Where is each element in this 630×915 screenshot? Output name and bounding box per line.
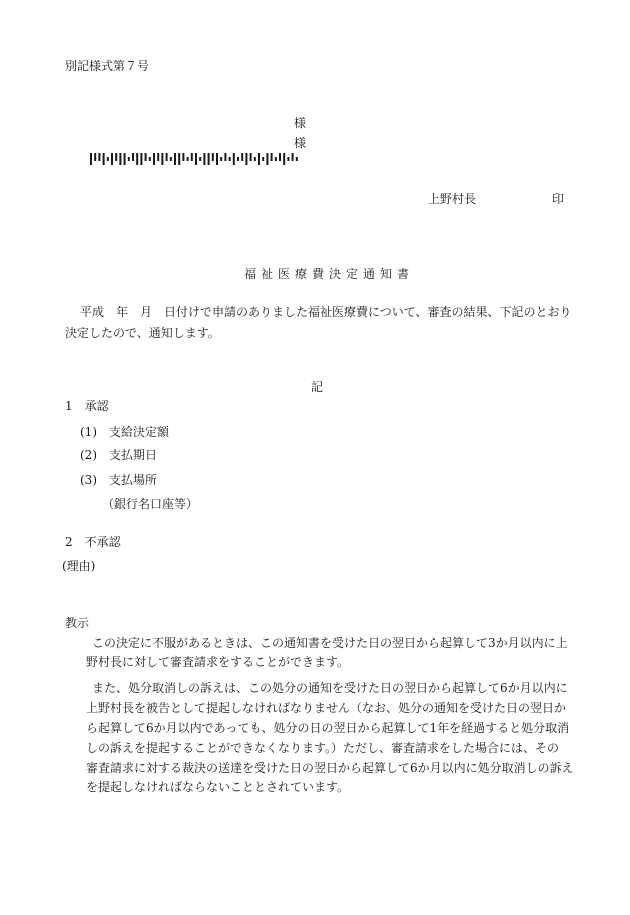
item-label: 支給決定額 xyxy=(109,425,170,439)
form-number: 別記様式第７号 xyxy=(65,59,150,73)
section-1-number: 1 xyxy=(65,399,73,413)
notice-line: ら起算して6か月以内であっても、処分の日の翌日から起算して1年を経過すると処分取消 xyxy=(86,721,570,735)
notice-line: 審査請求に対する裁決の送達を受けた日の翌日から起算して6か月以内に処分取消しの訴え xyxy=(86,761,574,775)
notice-line: 上野村長を被告として提起しなければなりません（なお、処分の通知を受けた日の翌日か xyxy=(86,701,567,715)
bank-account-note: （銀行名口座等） xyxy=(102,497,199,511)
item-payment-amount xyxy=(80,426,169,438)
issuer-name: 上野村長 xyxy=(428,192,477,206)
notice-line: を提起しなければならないこととされています。 xyxy=(86,780,350,794)
item-payment-place xyxy=(80,474,157,486)
section-2-heading xyxy=(65,536,121,548)
item-payment-date xyxy=(80,449,157,461)
notice-line: この決定に不服があるときは、この通知書を受けた日の翌日から起算して3か月以内に上 xyxy=(92,636,568,650)
intro-line-2: 決定したので、通知します。 xyxy=(65,326,220,340)
reason-label: (理由) xyxy=(62,559,96,573)
item-label: 支払期日 xyxy=(109,448,158,462)
notice-line: しの訴えを提起することができなくなります。）ただし、審査請求をした場合には、その xyxy=(86,741,560,755)
seal-mark: 印 xyxy=(552,192,565,206)
notice-line: 野村長に対して審査請求をすることができます。 xyxy=(86,655,350,669)
recipient-honorific: 様 xyxy=(294,116,307,130)
item-number: (2) xyxy=(80,448,97,462)
item-number: (3) xyxy=(80,473,97,487)
notice-line: また、処分取消しの訴えは、この処分の通知を受けた日の翌日から起算して6か月以内に xyxy=(92,681,568,695)
section-2-number: 2 xyxy=(65,535,73,549)
section-2-label: 不承認 xyxy=(84,535,121,549)
document-title: 福祉医療費決定通知書 xyxy=(244,267,415,281)
item-number: (1) xyxy=(80,425,97,439)
postal-barcode-icon xyxy=(90,153,302,165)
notice-heading: 教示 xyxy=(65,616,90,630)
item-label: 支払場所 xyxy=(109,473,158,487)
intro-line-1: 平成 年 月 日付けで申請のありました福祉医療費について、審査の結果、下記のとおり xyxy=(80,305,572,319)
section-1-heading xyxy=(65,400,109,412)
ki-heading: 記 xyxy=(311,380,324,394)
recipient-honorific: 様 xyxy=(294,136,307,150)
section-1-label: 承認 xyxy=(84,399,109,413)
